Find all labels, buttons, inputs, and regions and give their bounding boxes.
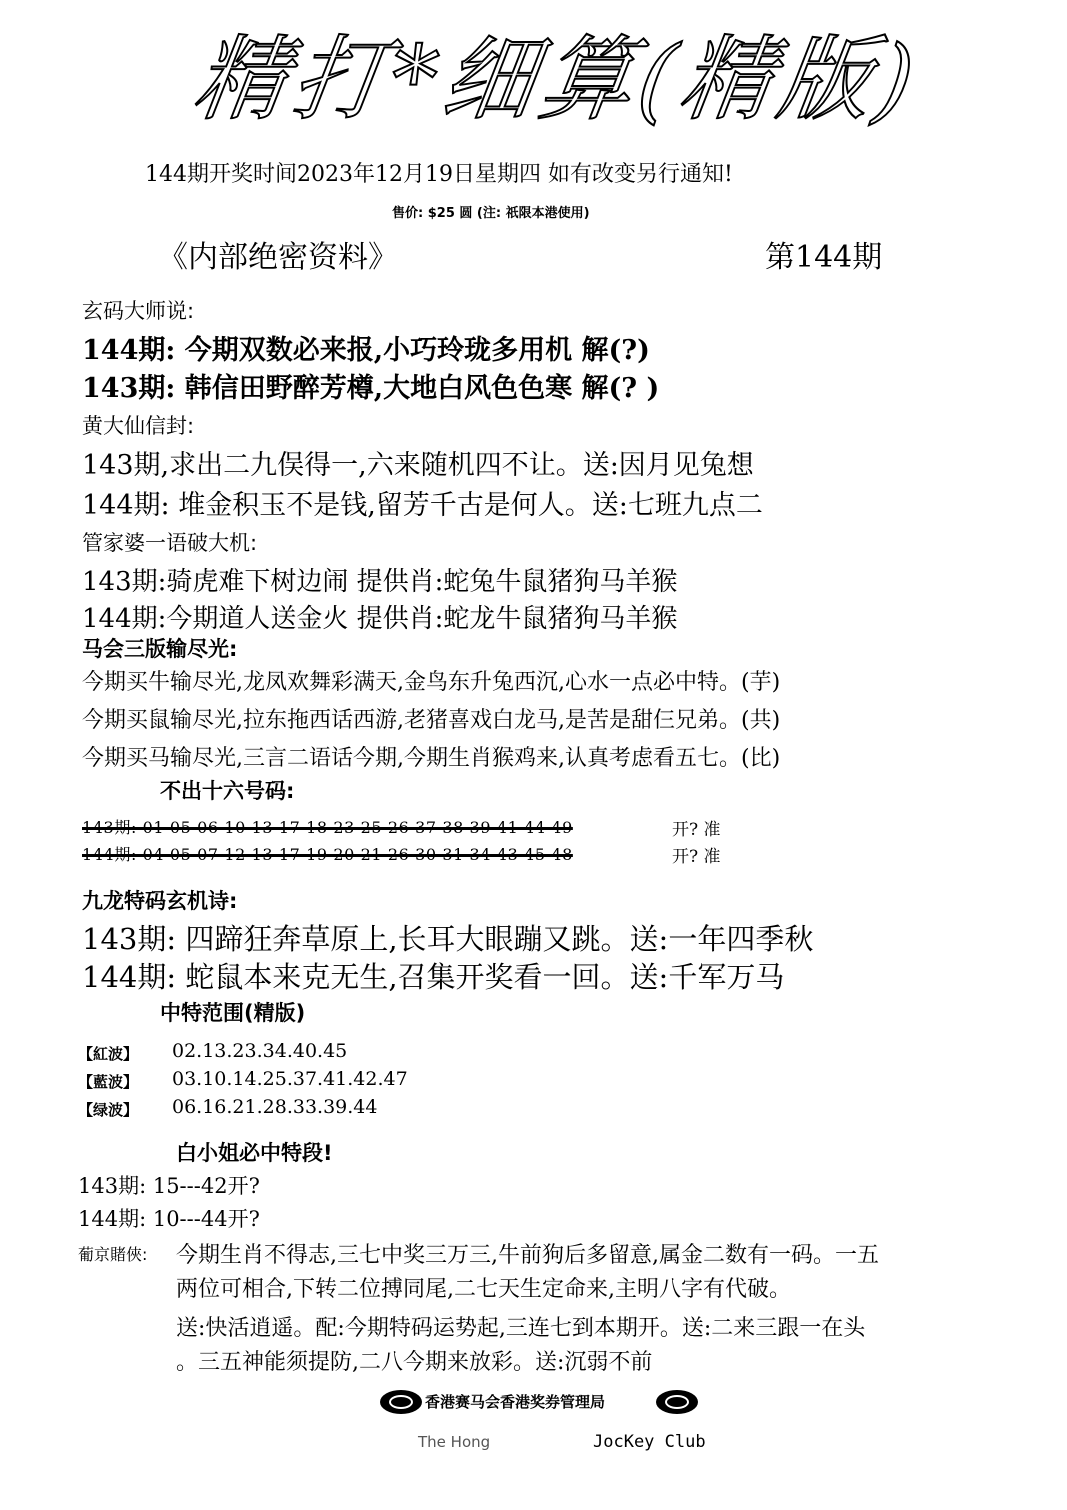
- range-label: 【绿波】: [78, 1101, 139, 1119]
- club-logo-left: [380, 1390, 422, 1414]
- sixteen-result: 开? 准: [672, 847, 721, 867]
- gambler-line: 两位可相合,下转二位搏同尾,二七天生定命来,主明八字有代破。: [176, 1277, 791, 1302]
- housekeeper-heading: 管家婆一语破大机:: [82, 531, 258, 555]
- club-emblem-icon: [656, 1390, 698, 1414]
- issue-number: 第144期: [765, 240, 883, 275]
- gambler-label: 葡京賭俠:: [78, 1245, 148, 1264]
- gambler-line: 今期生肖不得志,三七中奖三万三,牛前狗后多留意,属金二数有一码。一五: [176, 1243, 879, 1268]
- gambler-line: 送:快活逍遥。配:今期特码运势起,三连七到本期开。送:二来三跟一在头: [176, 1316, 866, 1341]
- range-numbers: 02.13.23.34.40.45: [172, 1040, 348, 1062]
- sixteen-heading: 不出十六号码:: [160, 779, 295, 803]
- jockey-heading: 马会三版输尽光:: [82, 637, 238, 661]
- club-logo-right: [656, 1390, 698, 1414]
- range-heading: 中特范围(精版): [160, 1001, 306, 1025]
- huang-heading: 黄大仙信封:: [82, 414, 195, 438]
- footer-org: 香港赛马会香港奖券管理局: [425, 1393, 606, 1411]
- miss-bai-heading: 白小姐必中特段!: [176, 1141, 333, 1165]
- miss-bai-line: 143期: 15---42开?: [78, 1174, 260, 1198]
- nine-dragon-line: 144期: 蛇鼠本来克无生,召集开奖看一回。送:千军万马: [82, 960, 785, 994]
- miss-bai-line: 144期: 10---44开?: [78, 1207, 260, 1231]
- nine-dragon-heading: 九龙特码玄机诗:: [82, 889, 238, 913]
- master-line: 144期: 今期双数必来报,小巧玲珑多用机 解(?): [82, 335, 650, 366]
- document-name: 《内部绝密资料》: [158, 240, 398, 275]
- jockey-line: 今期买牛输尽光,龙凤欢舞彩满天,金鸟东升兔西沉,心水一点必中特。(芋): [82, 670, 781, 695]
- club-emblem-icon: [380, 1390, 422, 1414]
- sixteen-numbers-row: 144期: 04 05 07 12 13 17 19 20 21 26 30 31 34 43 45 48: [82, 845, 573, 864]
- price-note: 售价: $25 圆 (注: 祇限本港使用): [392, 206, 590, 221]
- range-label: 【藍波】: [78, 1073, 139, 1091]
- draw-notice: 144期开奖时间2023年12月19日星期四 如有改变另行通知!: [145, 162, 733, 187]
- master-heading: 玄码大师说:: [82, 299, 195, 323]
- footer-en-right: JocKey Club: [593, 1432, 706, 1452]
- page-title: 精打*细算(精版): [187, 26, 927, 133]
- jockey-line: 今期买马输尽光,三言二语话今期,今期生肖猴鸡来,认真考虑看五七。(比): [82, 746, 781, 771]
- master-line: 143期: 韩信田野醉芳樽,大地白风色色寒 解(? ): [82, 373, 660, 404]
- gambler-line: 。三五神能须提防,二八今期来放彩。送:沉弱不前: [176, 1350, 653, 1375]
- huang-line: 143期,求出二九俣得一,六来随机四不让。送:因月见兔想: [82, 450, 754, 481]
- footer-en-left: The Hong: [418, 1433, 491, 1451]
- jockey-line: 今期买鼠输尽光,拉东拖西话西游,老猪喜戏白龙马,是苦是甜仨兄弟。(共): [82, 708, 781, 733]
- housekeeper-line: 144期:今期道人送金火 提供肖:蛇龙牛鼠猪狗马羊猴: [82, 604, 678, 634]
- sixteen-numbers-row: 143期: 01 05 06 10 13 17 18 23 25 26 37 38 39 41 44 49: [82, 818, 573, 837]
- housekeeper-line: 143期:骑虎难下树边闹 提供肖:蛇兔牛鼠猪狗马羊猴: [82, 567, 678, 597]
- range-numbers: 06.16.21.28.33.39.44: [172, 1096, 378, 1118]
- sixteen-result: 开? 准: [672, 820, 721, 840]
- range-numbers: 03.10.14.25.37.41.42.47: [172, 1068, 408, 1090]
- huang-line: 144期: 堆金积玉不是钱,留芳千古是何人。送:七班九点二: [82, 490, 763, 521]
- range-label: 【紅波】: [78, 1045, 139, 1063]
- nine-dragon-line: 143期: 四蹄狂奔草原上,长耳大眼蹦又跳。送:一年四季秋: [82, 922, 814, 956]
